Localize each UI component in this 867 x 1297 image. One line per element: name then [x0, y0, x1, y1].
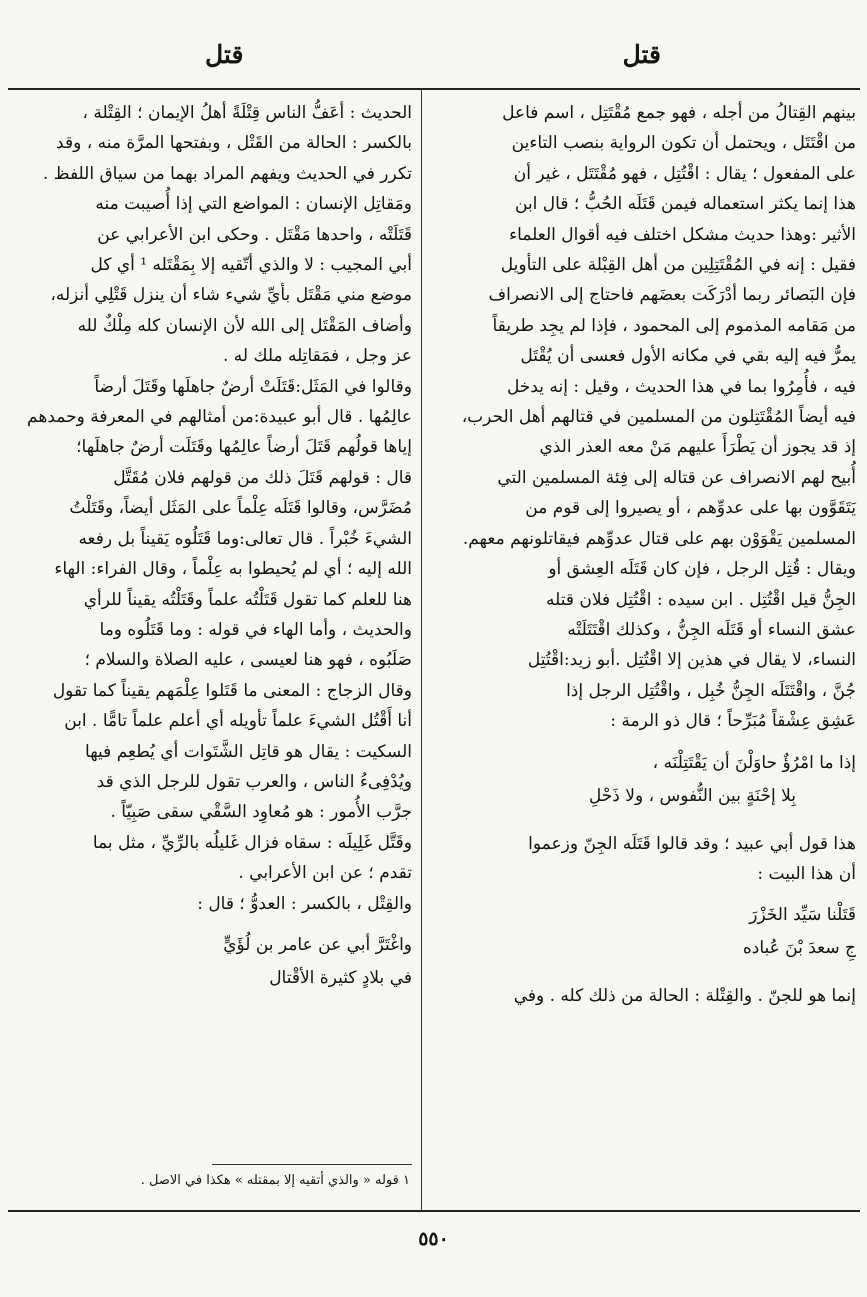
- text-line: فإن البَصائر ربما أدْرَكَت بعضَهم فاحتاج إلى الانصراف: [488, 285, 856, 306]
- right-column-text-c: [436, 981, 856, 1011]
- text-line: موضع مني مَقْتَل بأيِّ شيء شاء أن ينزل قَتْلِي أنزله،: [50, 285, 412, 306]
- verse-line: إذا ما امْرُؤٌ حاوَلْنَ أن يَقْتَتِلْنَه ،: [652, 752, 856, 773]
- verse-line: جِ سعدَ بْنَ عُباده: [742, 938, 856, 959]
- verse-block-lu-ayy: [10, 929, 412, 995]
- text-line: تقدم ؛ عن ابن الأعرابي .: [238, 863, 412, 884]
- text-line: فيه ، فأُمِرُوا بما في هذا الحديث ، وقيل : إنه يدخل: [506, 376, 856, 397]
- text-line: النساء، لا يقال في هذين إلا اقْتُتِل .أبو زيد:اقْتُتِل: [527, 650, 856, 671]
- text-line: يَتَقَوَّون بها على عدوِّهم ، أو يصيروا إلى قوم من: [525, 498, 856, 519]
- column-divider: [421, 90, 422, 1210]
- text-line: من اقْتَتَل ، ويحتمل أن تكون الرواية بنصب التاءين: [511, 133, 856, 154]
- text-line: عَشِق عِشْقاً مُبَرِّحاً ؛ قال ذو الرمة :: [610, 711, 856, 732]
- page-number: ٥٥٠: [418, 1228, 449, 1250]
- text-line: بالكسر : الحالة من القَتْل ، وبفتحها المرَّة منه ، وقد: [56, 133, 412, 154]
- text-line: جرَّب الأُمور : هو مُعاوِد السَّقْي سقى صَبِيّاً .: [110, 802, 412, 823]
- text-line: المسلمين يَقْوَوْن بهم على قتال عدوِّهم فيقاتلونهم معهم.: [462, 528, 856, 549]
- text-line: ويقال : قُتِل الرجل ، فإن كان قَتَلَه العِشق أو: [548, 559, 856, 580]
- footnote-rule: [212, 1164, 412, 1165]
- text-line: مُضَرَّس، وقالوا قَتَلَه عِلْماً على المَثَل أيضاً، وقَتَلْتُ: [69, 498, 412, 519]
- text-line: إنما هو للجنّ . والقِتْلة : الحالة من ذلك كله . وفي: [513, 986, 856, 1007]
- text-line: هذا قول أبي عبيد ؛ وقد قالوا قَتَلَه الجِنّ وزعموا: [528, 833, 856, 854]
- verse-block-dhu-al-rumma: [436, 747, 856, 813]
- text-line: وقالوا في المَثَل:قَتَلَتْ أرضٌ جاهلَها وقَتَلَ أرضاً: [94, 376, 412, 397]
- text-line: هذا إنما يكثر استعماله فيمن قَتَلَه الحُبُّ ؛ قال ابن: [515, 194, 856, 215]
- text-line: الشيءَ خُبْراً . قال تعالى:وما قَتَلُوه يَقيناً بل رفعه: [78, 528, 412, 549]
- text-line: على المفعول ؛ يقال : اقْتُتِل ، فهو مُقْتَتَل ، غير أن: [513, 163, 856, 184]
- text-line: من مَقامه المذموم إلى المحمود ، فإذا لم يجِد طريقاً: [492, 315, 856, 336]
- text-line: عز وجل ، فمَقاتِله ملك له .: [223, 346, 412, 367]
- bottom-rule: [8, 1210, 860, 1212]
- footnote: ١ قوله « والذي أتقيه إلا بمقتله » هكذا في الاصل .: [140, 1173, 410, 1188]
- verse-line: واغْتَرَّ أبي عن عامر بن لُؤَيٍّ: [223, 934, 412, 955]
- text-line: إياها قولُهم قَتَلَ أرضاً عالِمُها وقَتَلَت أرضٌ جاهلَها؛: [76, 437, 412, 458]
- text-line: ومَقاتِل الإنسان : المواضع التي إذا أُصيبت منه: [95, 194, 412, 215]
- text-line: الحديث : أعَفُّ الناس قِتْلَةً أهلُ الإيمان ؛ القِتْلة ،: [82, 103, 412, 123]
- verse-block-jinn: [436, 899, 856, 965]
- right-column-text-a: [436, 98, 856, 737]
- text-line: وقَتَّل غَلِيلَه : سقاه فزال غَليلُه بالرِّيِّ ، مثل بما: [92, 832, 412, 853]
- text-line: وأضاف المَقْتَل إلى الله لأن الإنسان كله مِلْكٌ لله: [77, 315, 412, 336]
- text-line: السكيت : يقال هو قاتِل الشَّتَوات أي يُطعِم فيها: [85, 741, 412, 762]
- left-header-word: قتل: [205, 40, 244, 69]
- top-rule: [8, 88, 860, 90]
- text-line: يمرُّ فيه إليه بقي في مكانه الأول فعسى أن يُقْتَل: [520, 346, 856, 367]
- text-line: فيه أيضاً المُقْتَتِلون من المسلمين في قتالهم أهل الحرب،: [461, 407, 856, 428]
- text-line: هنا للعلم كما تقول قَتَلْتُه علماً وقَتَلْتُه يقيناً للرأي: [83, 589, 412, 610]
- right-column: [436, 98, 856, 1012]
- text-line: تكرر في الحديث ويفهم المراد بهما من سياق اللفظ .: [43, 163, 412, 184]
- text-line: وقال الزجاج : المعنى ما قَتَلوا عِلْمَهم يقيناً كما تقول: [52, 680, 412, 701]
- verse-line: بِلا إحْنَةٍ بين النُّفوس ، ولا ذَحْلِ: [588, 785, 796, 806]
- text-line: عالِمُها . قال أبو عبيدة:من أمثالهم في المعرفة وحمدهم: [27, 407, 412, 428]
- left-column: [10, 98, 412, 1011]
- text-line: فقيل : إنه في المُقْتَتِلِين من أهل القِبْلة على التأويل: [500, 255, 856, 276]
- text-line: بينهم القِتالُ من أجله ، فهو جمع مُقْتَتِل ، اسم فاعل: [502, 103, 856, 123]
- text-line: قال : قولهم قَتَلَ ذلك من قولهم فلان مُقَتَّل: [113, 467, 412, 488]
- text-line: جُنَّ ، واقْتَتَلَه الجِنُّ خُبِل ، واقْتُتِل الرجل إذا: [566, 680, 856, 701]
- right-header-word: قتل: [622, 40, 661, 69]
- text-line: والقِتْل ، بالكسر : العدوُّ ؛ قال :: [197, 893, 412, 914]
- text-line: الأثير :وهذا حديث مشكل اختلف فيه أقوال العلماء: [509, 224, 856, 245]
- verse-line: قَتَلْنا سَيِّد الخَزْرَ: [749, 905, 856, 926]
- text-line: أُبيح لهم الانصراف عن قتاله إلى فِئة المسلمين التي: [497, 467, 856, 488]
- text-line: أنا أَقْتُل الشيءَ علماً تأويله أي أعلم علماً تامًّا . ابن: [64, 711, 412, 732]
- verse-line: في بلادٍ كثيرة الأقْتال: [269, 967, 412, 988]
- text-line: أبي المجيب : لا والذي أتّقيه إلا بِمَقْتَله ¹ أي كل: [90, 255, 412, 276]
- text-line: قَتَلَتْه ، واحدها مَقْتَل . وحكى ابن الأعرابي عن: [97, 224, 412, 245]
- text-line: ويُدْفِىءُ الناس ، والعرب تقول للرجل الذي قد: [96, 771, 412, 792]
- text-line: صَلَبُوه ، فهو هنا لعيسى ، عليه الصلاة والسلام ؛: [84, 650, 412, 671]
- right-column-text-b: [436, 829, 856, 890]
- text-line: والحديث ، وأما الهاء في قوله : وما قَتَلُوه وما: [99, 619, 412, 640]
- text-line: الله إليه ؛ أي لم يُحيطوا به عِلْماً ، وقال الفراء: الهاء: [54, 559, 412, 580]
- text-line: عشق النساء أو قَتَلَه الجِنُّ ، وكذلك اقْتَتَلَتْه: [567, 619, 856, 640]
- text-line: الجِنُّ قيل اقْتُتِل . ابن سيده : اقْتُتِل فلان قتله: [545, 589, 856, 610]
- text-line: أن هذا البيت :: [757, 863, 856, 884]
- left-column-text-a: [10, 98, 412, 919]
- text-line: إذ قد يجوز أن يَطْرَأَ عليهم مَنْ معه العذر الذي: [539, 437, 856, 458]
